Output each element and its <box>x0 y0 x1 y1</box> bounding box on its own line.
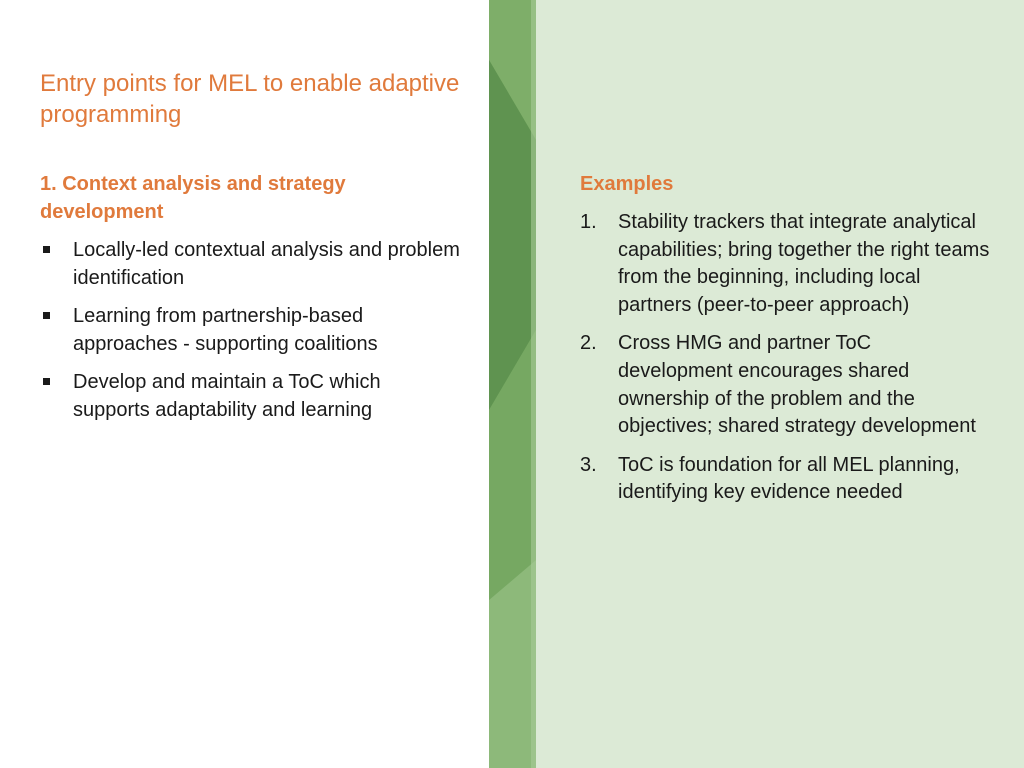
example-text: Stability trackers that integrate analytical capabilities; bring together the right teams from the beginning, including local partners (peer-to-peer approach) <box>618 211 990 316</box>
example-item <box>580 452 990 507</box>
section-heading: 1. Context analysis and strategy development <box>40 173 346 223</box>
example-item <box>580 209 990 319</box>
bullet-item <box>40 368 460 424</box>
square-bullet-icon <box>43 246 50 253</box>
square-bullet-icon <box>43 378 50 385</box>
square-bullet-icon <box>43 312 50 319</box>
bullet-text: Locally-led contextual analysis and problem identification <box>73 239 460 289</box>
example-text: Cross HMG and partner ToC development encourages shared ownership of the problem and the objectives; shared strategy development <box>618 332 976 438</box>
example-number: 3. <box>580 453 597 476</box>
decorative-green-band <box>489 0 536 768</box>
example-number: 1. <box>580 211 597 233</box>
slide-title: Entry points for MEL to enable adaptive programming <box>40 70 460 128</box>
example-number: 2. <box>580 332 597 355</box>
bullet-list <box>40 236 460 434</box>
examples-heading: Examples <box>580 173 674 195</box>
example-item <box>580 330 990 440</box>
bullet-text: Develop and maintain a ToC which supports adaptability and learning <box>73 371 381 421</box>
bullet-text: Learning from partnership-based approaches - supporting coalitions <box>73 305 378 355</box>
bullet-item <box>40 302 460 358</box>
bullet-item <box>40 236 460 292</box>
band-pattern <box>489 0 536 768</box>
examples-list <box>580 209 990 518</box>
example-text: ToC is foundation for all MEL planning, identifying key evidence needed <box>618 453 960 504</box>
